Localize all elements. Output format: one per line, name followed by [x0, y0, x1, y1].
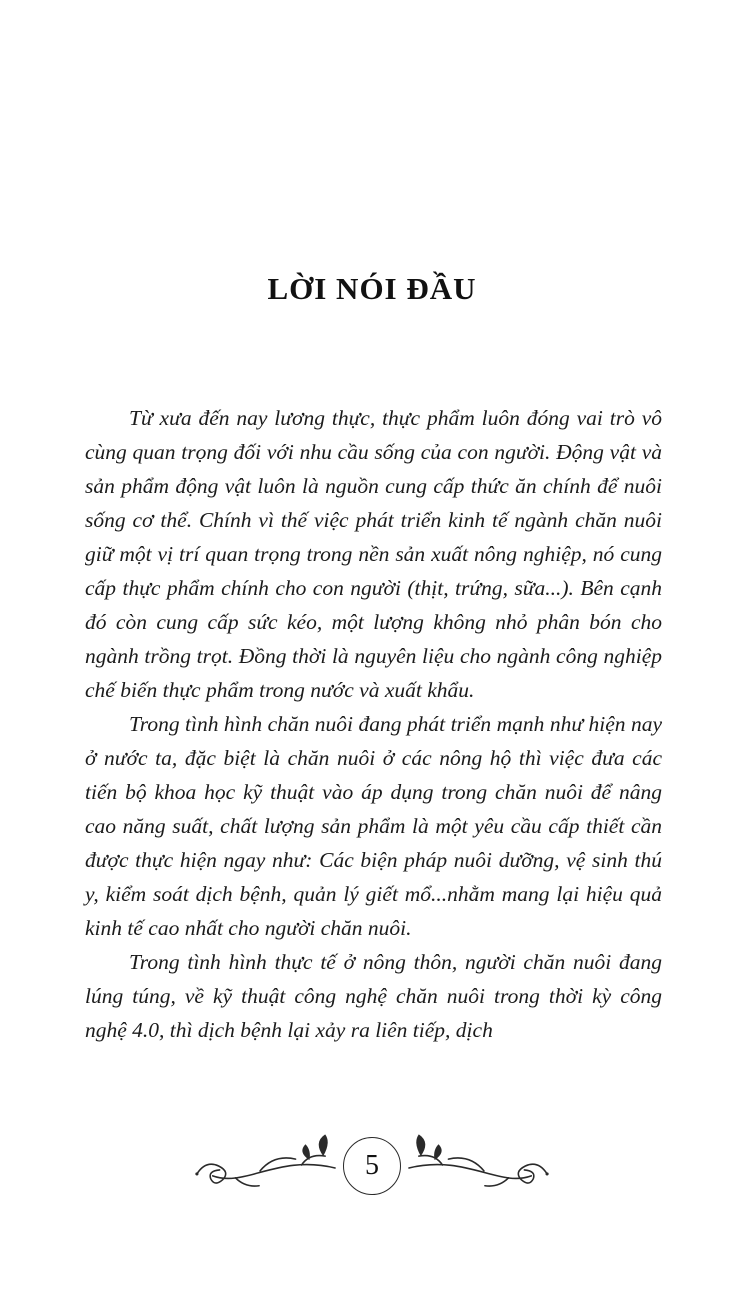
page-number-badge — [343, 1137, 401, 1195]
paragraph: Trong tình hình chăn nuôi đang phát triển mạnh như hiện nay ở nước ta, đặc biệt là chăn nuôi ở các nông hộ thì việc đưa các tiến bộ khoa học kỹ thuật vào áp dụng trong chăn nuôi để nâng cao năng suất, chất lượng sản phẩm là một yêu cầu cấp thiết cần được thực hiện ngay như: Các biện pháp nuôi dưỡng, vệ sinh thú y, kiểm soát dịch bệnh, quản lý giết mổ...nhằm mang lại hiệu quả kinh tế cao nhất cho người chăn nuôi. — [85, 712, 662, 940]
paragraph: Trong tình hình thực tế ở nông thôn, người chăn nuôi đang lúng túng, về kỹ thuật công nghệ chăn nuôi trong thời kỳ công nghệ 4.0, thì dịch bệnh lại xảy ra liên tiếp, dịch — [85, 950, 662, 1042]
flourish-left-icon — [191, 1134, 339, 1198]
flourish-right-icon — [405, 1134, 553, 1198]
page-title: LỜI NÓI ĐẦU — [267, 270, 477, 306]
body-text — [85, 401, 662, 1047]
paragraph: Từ xưa đến nay lương thực, thực phẩm luôn đóng vai trò vô cùng quan trọng đối với nhu cầu sống của con người. Động vật và sản phẩm động vật luôn là nguồn cung cấp thức ăn chính để nuôi sống cơ thể. Chính vì thế việc phát triển kinh tế ngành chăn nuôi giữ một vị trí quan trọng trong nền sản xuất nông nghiệp, nó cung cấp thực phẩm chính cho con người (thịt, trứng, sữa...). Bên cạnh đó còn cung cấp sức kéo, một lượng không nhỏ phân bón cho ngành trồng trọt. Đồng thời là nguyên liệu cho ngành công nghiệp chế biến thực phẩm trong nước và xuất khẩu. — [85, 406, 662, 702]
footer-ornament — [0, 1126, 744, 1206]
page-number: 5 — [365, 1150, 379, 1181]
